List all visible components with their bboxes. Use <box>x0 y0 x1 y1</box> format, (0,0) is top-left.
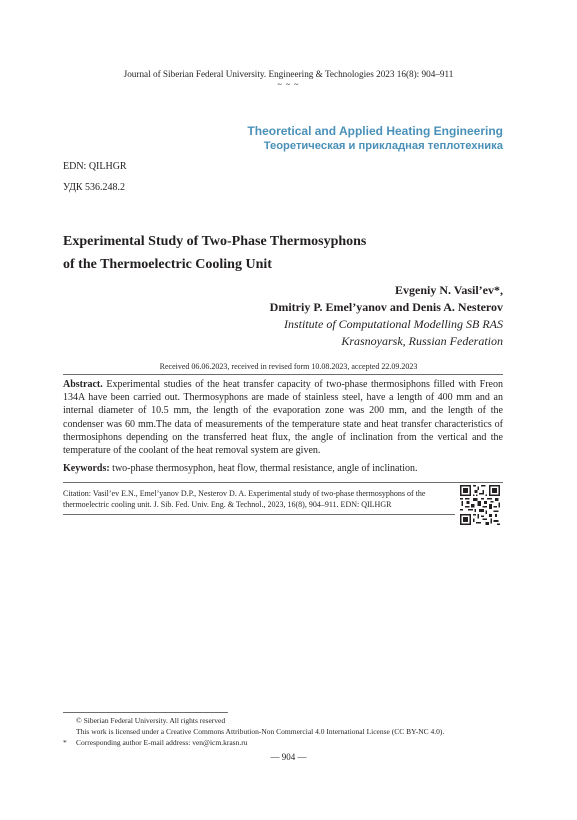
divider-citation-bottom <box>63 514 455 515</box>
abstract-label: Abstract. <box>63 379 103 390</box>
citation: Citation: Vasil’ev E.N., Emel’yanov D.P., Nesterov D. A. Experimental study of two-phase thermosyphons of the thermoelectric cooling unit. J. Sib. Fed. Univ. Eng. & Technol., 2023, 16(8), 904–911. EDN: QILHGR <box>63 489 426 510</box>
edn-code: EDN: QILHGR <box>63 161 127 172</box>
keywords-text: two-phase thermosyphon, heat flow, thermal resistance, angle of inclination. <box>109 463 418 474</box>
udk-code: УДК 536.248.2 <box>63 182 126 193</box>
keywords-label: Keywords: <box>63 463 110 474</box>
divider-top <box>63 374 503 375</box>
affiliation <box>284 316 503 350</box>
affiliation-line-2: Krasnoyarsk, Russian Federation <box>341 334 503 348</box>
affiliation-line-1: Institute of Computational Modelling SB RAS <box>284 317 503 331</box>
paper-title <box>63 230 366 276</box>
qr-code-icon[interactable] <box>460 485 500 525</box>
header-ornament: ~ ~ ~ <box>277 80 300 89</box>
footnote-divider <box>63 712 228 713</box>
paper-title-line-2: of the Thermoelectric Cooling Unit <box>63 257 272 272</box>
author-line-2: Dmitriy P. Emel’yanov and Denis A. Nesterov <box>269 300 503 314</box>
author-line-1: Evgeniy N. Vasil’ev*, <box>394 283 503 297</box>
abstract <box>63 378 503 457</box>
copyright-note: © Siberian Federal University. All rights reserved <box>76 716 226 725</box>
paper-title-line-1: Experimental Study of Two-Phase Thermosyphons <box>63 234 367 249</box>
journal-header: Journal of Siberian Federal University. Engineering & Technologies 2023 16(8): 904–911 <box>123 69 454 79</box>
section-heading-ru: Теоретическая и прикладная теплотехника <box>263 140 503 152</box>
keywords <box>63 462 503 475</box>
abstract-text: Experimental studies of the heat transfer capacity of two-phase thermosiphons filled with Freon 134A have been carried out. Thermosyphons are made of stainless steel, have a length of 400 mm and an internal diameter of 10.5 mm, the length of the evaporation zone was 200 mm, and the length of the condenser was 60 mm.The data of measurements of the temperature state and heat transfer characteristics of thermosiphons depending on the transferred heat flux, the angle of inclination from the vertical and the temperature of the coolant of the heat removal system are given. <box>63 379 503 457</box>
footnote-marker: * <box>63 738 67 747</box>
corresponding-author-note: Corresponding author E-mail address: ven@icm.krasn.ru <box>76 738 248 747</box>
page-number: — 904 — <box>270 752 307 762</box>
author-list <box>270 282 503 316</box>
received-dates: Received 06.06.2023, received in revised form 10.08.2023, accepted 22.09.2023 <box>159 362 418 371</box>
divider-citation-top <box>63 482 503 483</box>
section-heading-en: Theoretical and Applied Heating Engineering <box>247 124 503 138</box>
license-note: This work is licensed under a Creative Commons Attribution-Non Commercial 4.0 International License (CC BY-NC 4.0). <box>76 727 445 736</box>
